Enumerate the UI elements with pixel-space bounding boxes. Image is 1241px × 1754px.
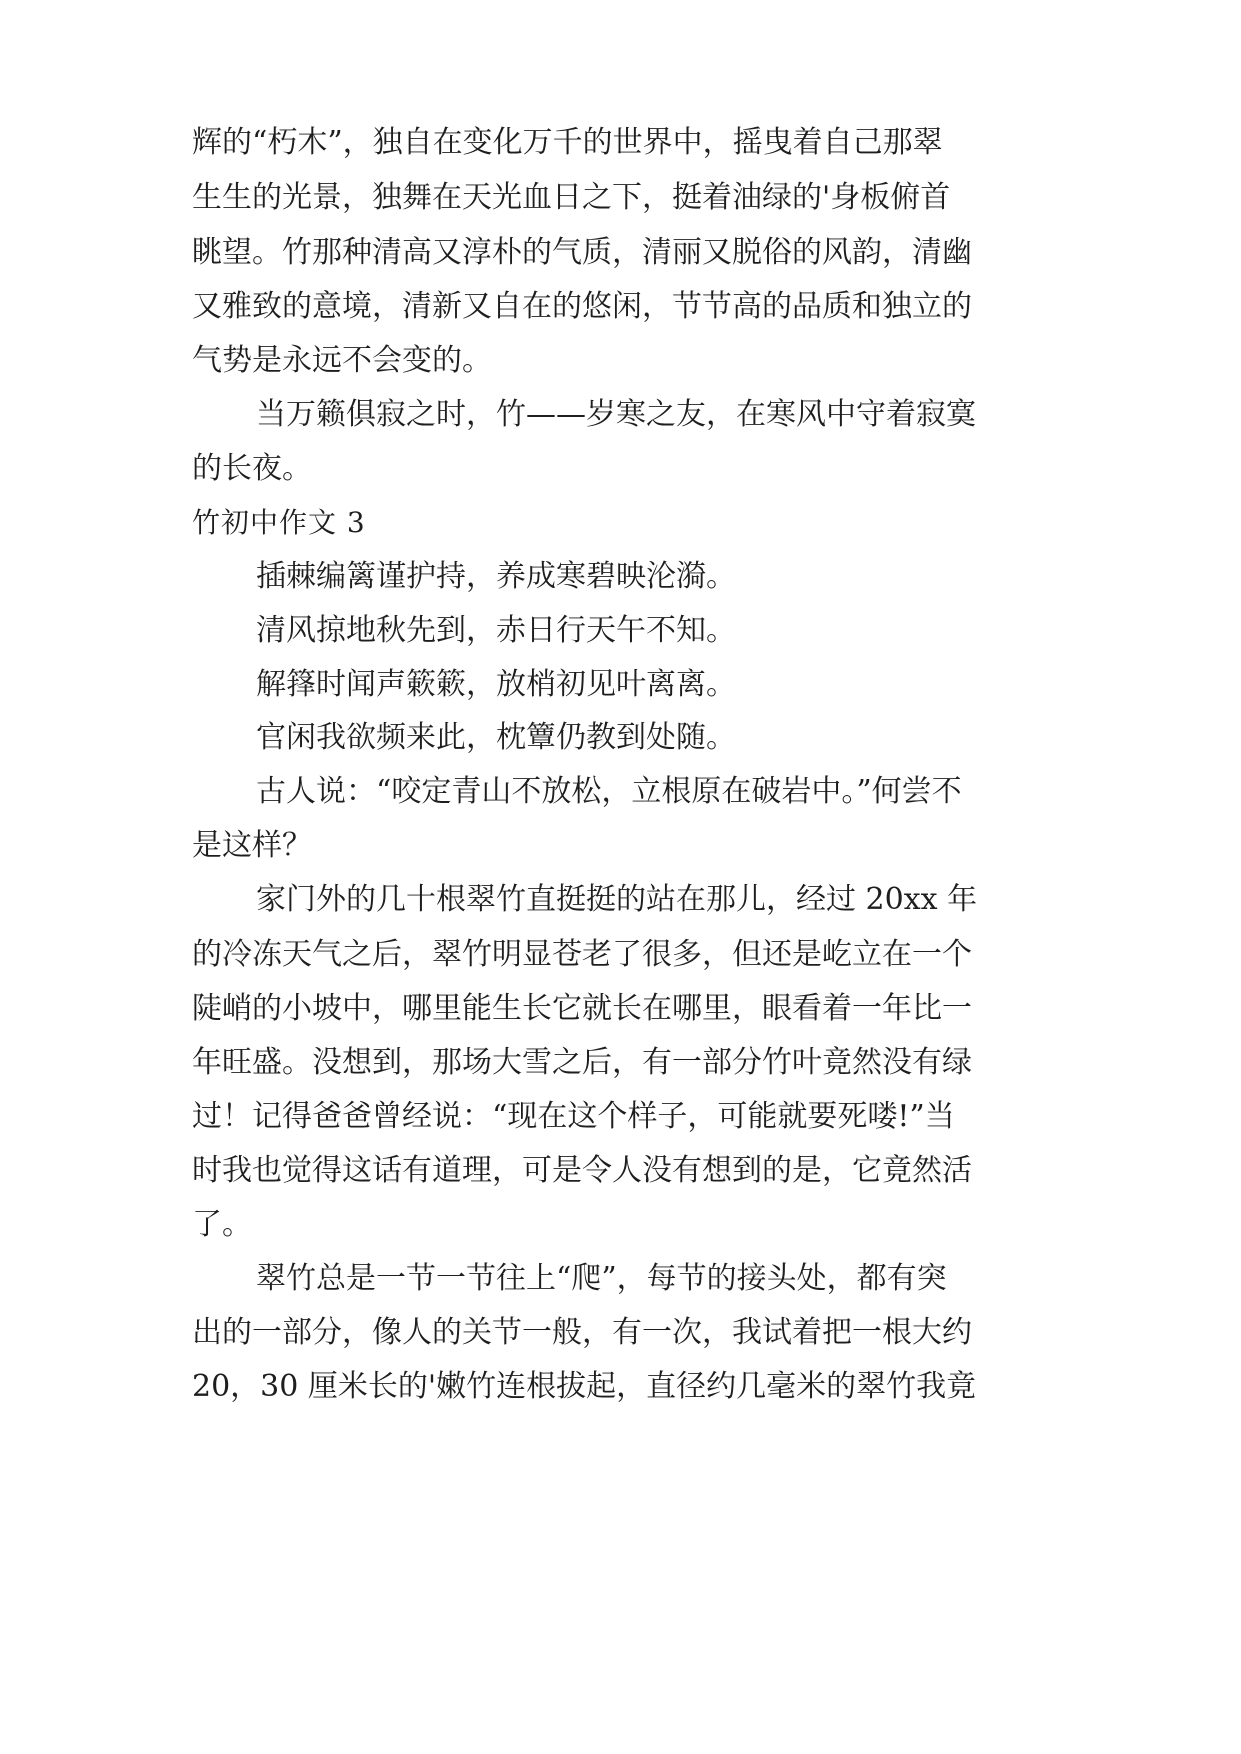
text-line: 陡峭的小坡中，哪里能生长它就长在哪里，眼看着一年比一 bbox=[192, 991, 972, 1026]
text-line: 生生的光景，独舞在天光血日之下，挺着油绿的'身板俯首 bbox=[192, 180, 951, 215]
text-line: 又雅致的意境，清新又自在的悠闲，节节高的品质和独立的 bbox=[192, 289, 972, 324]
text-line: 清风掠地秋先到，赤日行天午不知。 bbox=[256, 613, 736, 648]
text-line: 了。 bbox=[192, 1207, 252, 1242]
text-line: 插棘编篱谨护持，养成寒碧映沦漪。 bbox=[256, 559, 736, 594]
text-line: 20，30 厘米长的'嫩竹连根拔起，直径约几毫米的翠竹我竟 bbox=[192, 1369, 977, 1404]
text-line: 时我也觉得这话有道理，可是令人没有想到的是，它竟然活 bbox=[192, 1153, 972, 1188]
text-line: 出的一部分，像人的关节一般，有一次，我试着把一根大约 bbox=[192, 1315, 972, 1350]
text-line: 官闲我欲频来此，枕簟仍教到处随。 bbox=[256, 720, 736, 755]
text-line: 翠竹总是一节一节往上“爬”，每节的接头处，都有突 bbox=[256, 1261, 947, 1296]
text-line: 的长夜。 bbox=[192, 451, 312, 486]
text-line: 气势是永远不会变的。 bbox=[192, 343, 492, 378]
text-line: 辉的“朽木”，独自在变化万千的世界中，摇曳着自己那翠 bbox=[192, 125, 943, 160]
text-line: 的冷冻天气之后，翠竹明显苍老了很多，但还是屹立在一个 bbox=[192, 937, 972, 972]
text-line: 是这样？ bbox=[192, 828, 312, 863]
text-line: 年旺盛。没想到，那场大雪之后，有一部分竹叶竟然没有绿 bbox=[192, 1045, 972, 1080]
text-line: 过！记得爸爸曾经说：“现在这个样子，可能就要死喽!”当 bbox=[192, 1099, 955, 1134]
text-line: 当万籁俱寂之时，竹——岁寒之友，在寒风中守着寂寞 bbox=[256, 397, 976, 432]
section-heading: 竹初中作文 3 bbox=[192, 506, 366, 539]
text-line: 古人说：“咬定青山不放松，立根原在破岩中。”何尝不 bbox=[256, 774, 962, 809]
text-line: 家门外的几十根翠竹直挺挺的站在那儿，经过 20xx 年 bbox=[256, 882, 978, 917]
text-line: 解箨时闻声簌簌，放梢初见叶离离。 bbox=[256, 667, 736, 702]
text-line: 眺望。竹那种清高又淳朴的气质，清丽又脱俗的风韵，清幽 bbox=[192, 235, 972, 270]
